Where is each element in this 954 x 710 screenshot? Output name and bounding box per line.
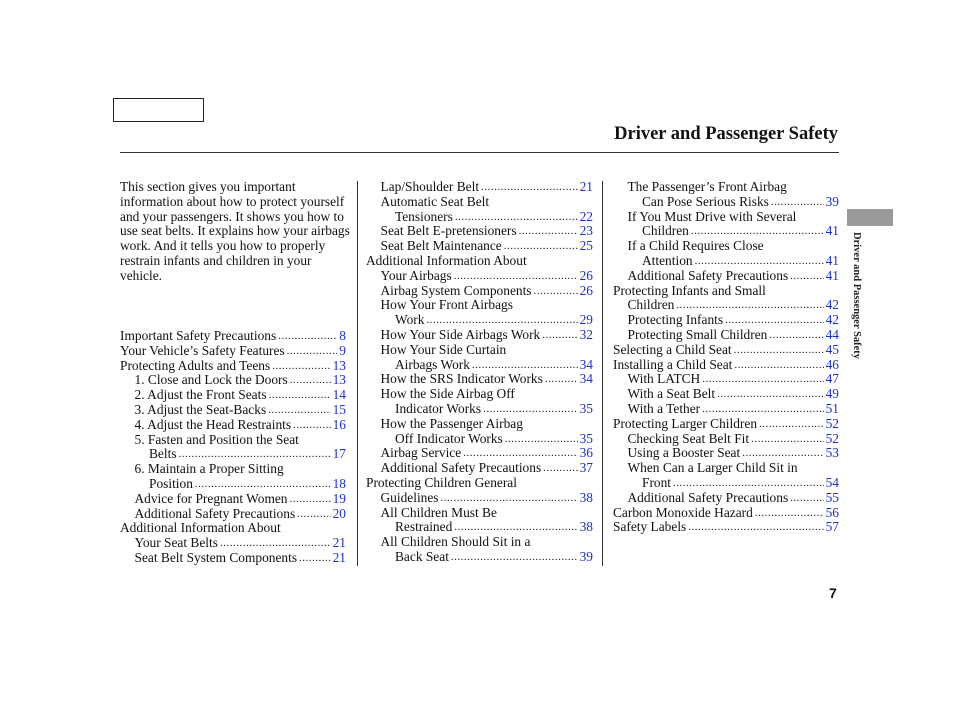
dot-leader bbox=[278, 329, 337, 344]
toc-entry[interactable] bbox=[613, 417, 839, 432]
toc-entry[interactable] bbox=[366, 372, 593, 387]
dot-leader bbox=[725, 313, 824, 328]
page-link[interactable]: 44 bbox=[825, 326, 839, 342]
toc-entry[interactable] bbox=[366, 461, 593, 476]
toc-entry[interactable] bbox=[120, 388, 346, 403]
toc-entry[interactable] bbox=[366, 254, 593, 284]
toc-entry[interactable] bbox=[120, 418, 346, 433]
dot-leader bbox=[299, 551, 331, 566]
toc-entry-line bbox=[366, 387, 593, 402]
toc-entry[interactable] bbox=[120, 344, 346, 359]
toc-entry-title: Guidelines bbox=[380, 489, 439, 505]
dot-leader bbox=[734, 343, 824, 358]
dot-leader bbox=[542, 328, 577, 343]
toc-entry[interactable] bbox=[120, 433, 346, 463]
toc-entry-line bbox=[120, 373, 346, 388]
dot-leader bbox=[790, 491, 823, 506]
toc-entry-line bbox=[613, 328, 839, 343]
toc-entry-line bbox=[366, 254, 593, 269]
toc-entry-title: 2. Adjust the Front Seats bbox=[134, 387, 267, 403]
toc-entry-line bbox=[120, 418, 346, 433]
toc-entry-title: Installing a Child Seat bbox=[613, 356, 733, 372]
page-link[interactable]: 57 bbox=[825, 519, 839, 535]
dot-leader bbox=[751, 432, 823, 447]
toc-entry-line bbox=[613, 239, 839, 254]
toc-entry-title: Can Pose Serious Risks bbox=[642, 193, 769, 209]
toc-entry-line bbox=[613, 461, 839, 476]
toc-entry[interactable] bbox=[613, 446, 839, 461]
toc-entry-continuation bbox=[366, 550, 593, 565]
page-link[interactable]: 39 bbox=[825, 193, 839, 209]
dot-leader bbox=[290, 492, 331, 507]
toc-entry-title: Using a Booster Seat bbox=[627, 445, 741, 461]
toc-entry-title: Airbag Service bbox=[380, 445, 462, 461]
toc-entry-title: Front bbox=[642, 474, 672, 490]
toc-entry-line bbox=[366, 328, 593, 343]
dot-leader bbox=[426, 313, 577, 328]
toc-entry-title: Advice for Pregnant Women bbox=[134, 490, 288, 506]
toc-entry-line bbox=[366, 372, 593, 387]
page-link[interactable]: 41 bbox=[825, 223, 839, 239]
toc-entry-title: How Your Front Airbags bbox=[380, 297, 513, 313]
dot-leader bbox=[702, 402, 823, 417]
toc-column-2 bbox=[366, 180, 593, 565]
toc-entry-title: Protecting Children General bbox=[366, 474, 517, 490]
page-link[interactable]: 39 bbox=[579, 548, 593, 564]
toc-entry[interactable] bbox=[366, 239, 593, 254]
toc-entry[interactable] bbox=[613, 269, 839, 284]
toc-entry[interactable] bbox=[120, 551, 346, 566]
page-link[interactable]: 49 bbox=[825, 386, 839, 402]
dot-leader bbox=[759, 417, 824, 432]
toc-entry-line bbox=[613, 402, 839, 417]
toc-entry-title: Attention bbox=[642, 252, 693, 268]
dot-leader bbox=[454, 520, 577, 535]
toc-entry-title: Protecting Infants and Small bbox=[613, 282, 766, 298]
page-link[interactable]: 32 bbox=[579, 326, 593, 342]
dot-leader bbox=[472, 358, 578, 373]
page-link[interactable]: 9 bbox=[339, 342, 346, 358]
toc-entry[interactable] bbox=[613, 387, 839, 402]
toc-entry-title: With LATCH bbox=[627, 371, 701, 387]
toc-entry-line bbox=[366, 284, 593, 299]
toc-entry[interactable] bbox=[120, 359, 346, 374]
toc-entry-title: Back Seat bbox=[395, 548, 449, 564]
toc-entry-title: How the Passenger Airbag bbox=[380, 415, 523, 431]
page-link[interactable]: 37 bbox=[579, 460, 593, 476]
toc-entry-title: Checking Seat Belt Fit bbox=[627, 430, 750, 446]
toc-entry[interactable] bbox=[120, 329, 346, 344]
toc-entry-line bbox=[613, 284, 839, 299]
toc-entry-continuation bbox=[613, 298, 839, 313]
toc-entry-continuation bbox=[120, 447, 346, 462]
toc-entry[interactable] bbox=[366, 446, 593, 461]
dot-leader bbox=[734, 358, 823, 373]
toc-entry-continuation bbox=[366, 269, 593, 284]
dot-leader bbox=[483, 402, 578, 417]
intro-paragraph: This section gives you important information about how to protect yourself and your passengers. It shows you how to use seat belts. It explains how your airbags work. And it tells you how to properly restrain infants and children in your vehicle. bbox=[120, 179, 350, 283]
side-tab-label: Driver and Passenger Safety bbox=[851, 232, 862, 360]
toc-entry-title: Lap/Shoulder Belt bbox=[380, 179, 480, 194]
dot-leader bbox=[463, 446, 577, 461]
toc-entry[interactable] bbox=[613, 372, 839, 387]
toc-entry-title: The Passenger’s Front Airbag bbox=[627, 179, 787, 194]
page-link[interactable]: 53 bbox=[825, 445, 839, 461]
page-link[interactable]: 34 bbox=[579, 356, 593, 372]
toc-entry-line bbox=[120, 403, 346, 418]
dot-leader bbox=[676, 298, 823, 313]
toc-entry-title: Children bbox=[627, 297, 675, 313]
toc-entry-title: Belts bbox=[149, 446, 177, 462]
dot-leader bbox=[220, 536, 331, 551]
toc-entry-continuation bbox=[366, 520, 593, 535]
toc-entry-continuation bbox=[613, 476, 839, 491]
toc-entry-continuation bbox=[613, 224, 839, 239]
column-divider bbox=[357, 181, 358, 566]
toc-entry-continuation bbox=[120, 477, 346, 492]
page-link[interactable]: 23 bbox=[579, 223, 593, 239]
toc-entry-line bbox=[366, 298, 593, 313]
toc-entry-line bbox=[613, 506, 839, 521]
toc-entry-title: With a Tether bbox=[627, 400, 701, 416]
toc-entry-title: Tensioners bbox=[395, 208, 453, 224]
page-link[interactable]: 38 bbox=[579, 519, 593, 535]
page-link[interactable]: 54 bbox=[825, 474, 839, 490]
page-link[interactable]: 26 bbox=[579, 267, 593, 283]
toc-entry[interactable] bbox=[120, 403, 346, 418]
toc-entry-continuation bbox=[120, 536, 346, 551]
toc-entry-title: 3. Adjust the Seat-Backs bbox=[134, 401, 267, 417]
toc-entry-title: Safety Labels bbox=[613, 519, 687, 535]
toc-entry-title: How the SRS Indicator Works bbox=[380, 371, 543, 387]
toc-entry[interactable] bbox=[120, 521, 346, 551]
toc-entry-title: How the Side Airbag Off bbox=[380, 386, 515, 402]
dot-leader bbox=[179, 447, 331, 462]
page-link[interactable]: 18 bbox=[332, 475, 346, 491]
toc-entry-title: 4. Adjust the Head Restraints bbox=[134, 416, 292, 432]
dot-leader bbox=[272, 359, 330, 374]
page-link[interactable]: 25 bbox=[579, 238, 593, 254]
toc-column-3 bbox=[613, 180, 839, 535]
toc-entry-line bbox=[366, 417, 593, 432]
toc-entry-line bbox=[613, 269, 839, 284]
page-link[interactable]: 51 bbox=[825, 400, 839, 416]
toc-entry-line bbox=[120, 507, 346, 522]
section-title: Driver and Passenger Safety bbox=[614, 124, 838, 144]
toc-entry-title: Your Seat Belts bbox=[134, 535, 218, 551]
dot-leader bbox=[695, 254, 824, 269]
page-link[interactable]: 56 bbox=[825, 504, 839, 520]
dot-leader bbox=[717, 387, 824, 402]
toc-entry-line bbox=[120, 359, 346, 374]
page-link[interactable]: 13 bbox=[332, 357, 346, 373]
dot-leader bbox=[268, 403, 330, 418]
toc-entry-continuation bbox=[613, 254, 839, 269]
toc-entry-title: Additional Information About bbox=[120, 520, 281, 536]
toc-entry-line bbox=[366, 506, 593, 521]
toc-entry[interactable] bbox=[613, 520, 839, 535]
dot-leader bbox=[702, 372, 823, 387]
page-link[interactable]: 21 bbox=[332, 549, 346, 565]
toc-entry[interactable] bbox=[120, 507, 346, 522]
toc-entry-line bbox=[366, 535, 593, 550]
toc-entry-continuation bbox=[366, 491, 593, 506]
page-link[interactable]: 21 bbox=[579, 179, 593, 194]
dot-leader bbox=[293, 418, 331, 433]
page-link[interactable]: 47 bbox=[825, 371, 839, 387]
page-link[interactable]: 13 bbox=[332, 372, 346, 388]
page-link[interactable]: 42 bbox=[825, 297, 839, 313]
toc-entry-title: Automatic Seat Belt bbox=[380, 193, 490, 209]
toc-entry-title: Work bbox=[395, 312, 425, 328]
toc-entry-title: Your Airbags bbox=[380, 267, 452, 283]
toc-entry-title: 1. Close and Lock the Doors bbox=[134, 372, 288, 388]
toc-entry-title: Airbag System Components bbox=[380, 282, 532, 298]
dot-leader bbox=[519, 224, 578, 239]
toc-entry-line bbox=[120, 344, 346, 359]
page-link[interactable]: 41 bbox=[825, 267, 839, 283]
toc-entry-continuation bbox=[366, 210, 593, 225]
toc-entry[interactable] bbox=[366, 387, 593, 417]
toc-entry-title: Important Safety Precautions bbox=[120, 328, 277, 343]
dot-leader bbox=[769, 328, 823, 343]
toc-entry-title: Carbon Monoxide Hazard bbox=[613, 504, 753, 520]
toc-entry-title: Position bbox=[149, 475, 193, 491]
toc-entry-continuation bbox=[366, 313, 593, 328]
toc-entry-line bbox=[120, 433, 346, 448]
toc-entry-title: Additional Safety Precautions bbox=[134, 505, 296, 521]
page-link[interactable]: 16 bbox=[332, 416, 346, 432]
toc-entry-line bbox=[120, 462, 346, 477]
toc-entry[interactable] bbox=[366, 224, 593, 239]
page-link[interactable]: 52 bbox=[825, 430, 839, 446]
toc-entry-title: Seat Belt System Components bbox=[134, 549, 298, 565]
toc-entry[interactable] bbox=[613, 239, 839, 269]
toc-entry-line bbox=[366, 180, 593, 195]
page-link[interactable]: 41 bbox=[825, 252, 839, 268]
toc-column-1 bbox=[120, 329, 346, 566]
toc-entry[interactable] bbox=[613, 461, 839, 491]
page-link[interactable]: 15 bbox=[332, 401, 346, 417]
toc-entry-title: Protecting Infants bbox=[627, 312, 724, 328]
toc-entry-line bbox=[613, 446, 839, 461]
toc-entry-title: Selecting a Child Seat bbox=[613, 341, 732, 357]
dot-leader bbox=[297, 507, 330, 522]
toc-entry-continuation bbox=[366, 358, 593, 373]
toc-entry[interactable] bbox=[366, 343, 593, 373]
page-link[interactable]: 34 bbox=[579, 371, 593, 387]
toc-entry-title: Additional Safety Precautions bbox=[627, 267, 789, 283]
toc-entry[interactable] bbox=[613, 491, 839, 506]
dot-leader bbox=[481, 180, 578, 195]
toc-entry-line bbox=[613, 210, 839, 225]
toc-entry[interactable] bbox=[120, 492, 346, 507]
toc-entry-title: Airbags Work bbox=[395, 356, 470, 372]
toc-entry-title: Restrained bbox=[395, 519, 453, 535]
toc-entry-line bbox=[120, 551, 346, 566]
toc-entry[interactable] bbox=[366, 180, 593, 195]
toc-entry-title: Protecting Larger Children bbox=[613, 415, 758, 431]
side-tab[interactable] bbox=[847, 209, 893, 226]
toc-entry-title: 5. Fasten and Position the Seat bbox=[134, 431, 299, 447]
toc-entry-title: How Your Side Airbags Work bbox=[380, 326, 541, 342]
toc-entry[interactable] bbox=[613, 343, 839, 358]
column-divider bbox=[602, 181, 603, 566]
dot-leader bbox=[545, 372, 578, 387]
dot-leader bbox=[195, 477, 331, 492]
toc-entry-line bbox=[120, 492, 346, 507]
toc-entry[interactable] bbox=[366, 417, 593, 447]
toc-entry-line bbox=[366, 195, 593, 210]
toc-entry-line bbox=[613, 432, 839, 447]
toc-entry[interactable] bbox=[613, 432, 839, 447]
toc-entry[interactable] bbox=[613, 358, 839, 373]
dot-leader bbox=[454, 269, 578, 284]
toc-entry[interactable] bbox=[120, 373, 346, 388]
toc-entry-line bbox=[366, 239, 593, 254]
toc-entry[interactable] bbox=[613, 313, 839, 328]
toc-entry-line bbox=[613, 313, 839, 328]
toc-entry-title: Seat Belt Maintenance bbox=[380, 238, 502, 254]
dot-leader bbox=[543, 461, 577, 476]
toc-entry-line bbox=[366, 224, 593, 239]
page-link[interactable]: 38 bbox=[579, 489, 593, 505]
toc-entry-title: With a Seat Belt bbox=[627, 386, 716, 402]
toc-entry-title: Additional Information About bbox=[366, 252, 527, 268]
toc-entry-title: Children bbox=[642, 223, 689, 239]
title-rule bbox=[120, 152, 839, 153]
toc-entry-line bbox=[613, 358, 839, 373]
toc-entry-line bbox=[366, 446, 593, 461]
dot-leader bbox=[504, 239, 578, 254]
dot-leader bbox=[441, 491, 578, 506]
page-link[interactable]: 8 bbox=[339, 328, 346, 343]
toc-entry-line bbox=[366, 461, 593, 476]
toc-entry-title: 6. Maintain a Proper Sitting bbox=[134, 461, 284, 477]
toc-entry-line bbox=[366, 343, 593, 358]
toc-entry-title: All Children Must Be bbox=[380, 504, 497, 520]
dot-leader bbox=[290, 373, 331, 388]
page-link[interactable]: 19 bbox=[332, 490, 346, 506]
dot-leader bbox=[688, 520, 823, 535]
toc-entry-line bbox=[613, 520, 839, 535]
dot-leader bbox=[505, 432, 578, 447]
dot-leader bbox=[755, 506, 824, 521]
toc-entry-title: Additional Safety Precautions bbox=[380, 460, 542, 476]
dot-leader bbox=[269, 388, 331, 403]
toc-entry[interactable] bbox=[120, 462, 346, 492]
toc-entry[interactable] bbox=[366, 506, 593, 536]
page-link[interactable]: 35 bbox=[579, 430, 593, 446]
toc-entry-continuation bbox=[613, 195, 839, 210]
toc-entry[interactable] bbox=[613, 284, 839, 314]
toc-entry-title: All Children Should Sit in a bbox=[380, 534, 531, 550]
toc-entry-line bbox=[120, 521, 346, 536]
toc-entry-title: If You Must Drive with Several bbox=[627, 208, 797, 224]
toc-entry-title: Protecting Adults and Teens bbox=[120, 357, 271, 373]
toc-entry[interactable] bbox=[613, 402, 839, 417]
dot-leader bbox=[691, 224, 824, 239]
toc-entry-title: Your Vehicle’s Safety Features bbox=[120, 342, 285, 358]
toc-entry-title: If a Child Requires Close bbox=[627, 238, 764, 254]
toc-entry-line bbox=[613, 180, 839, 195]
page-link[interactable]: 14 bbox=[332, 387, 346, 403]
page-link[interactable]: 55 bbox=[825, 489, 839, 505]
toc-entry[interactable] bbox=[613, 506, 839, 521]
toc-entry-title: Indicator Works bbox=[395, 400, 482, 416]
page-link[interactable]: 36 bbox=[579, 445, 593, 461]
page-link[interactable]: 42 bbox=[825, 312, 839, 328]
toc-entry-line bbox=[120, 329, 346, 344]
toc-entry[interactable] bbox=[613, 328, 839, 343]
page-link[interactable]: 22 bbox=[579, 208, 593, 224]
page-link[interactable]: 46 bbox=[825, 356, 839, 372]
page-link[interactable]: 17 bbox=[332, 446, 346, 462]
nav-box[interactable] bbox=[113, 98, 204, 122]
toc-entry-line bbox=[613, 372, 839, 387]
toc-entry[interactable] bbox=[366, 535, 593, 565]
page-link[interactable]: 21 bbox=[332, 535, 346, 551]
toc-entry-title: Seat Belt E-pretensioners bbox=[380, 223, 517, 239]
toc-entry-line bbox=[613, 417, 839, 432]
toc-entry-line bbox=[366, 476, 593, 491]
dot-leader bbox=[287, 344, 338, 359]
toc-entry[interactable] bbox=[366, 298, 593, 328]
toc-entry-line bbox=[613, 387, 839, 402]
toc-entry-continuation bbox=[366, 432, 593, 447]
toc-entry-title: How Your Side Curtain bbox=[380, 341, 507, 357]
toc-entry[interactable] bbox=[366, 195, 593, 225]
page-number: 7 bbox=[829, 585, 837, 601]
toc-entry[interactable] bbox=[613, 210, 839, 240]
toc-entry-continuation bbox=[366, 402, 593, 417]
page-link[interactable]: 29 bbox=[579, 312, 593, 328]
toc-entry-line bbox=[120, 388, 346, 403]
page-link[interactable]: 26 bbox=[579, 282, 593, 298]
toc-entry-title: Protecting Small Children bbox=[627, 326, 768, 342]
toc-entry-title: When Can a Larger Child Sit in bbox=[627, 460, 798, 476]
toc-entry-line bbox=[613, 343, 839, 358]
dot-leader bbox=[790, 269, 823, 284]
dot-leader bbox=[742, 446, 823, 461]
dot-leader bbox=[451, 550, 578, 565]
page-link[interactable]: 20 bbox=[332, 505, 346, 521]
dot-leader bbox=[534, 284, 578, 299]
toc-entry[interactable] bbox=[366, 476, 593, 506]
toc-entry[interactable] bbox=[366, 284, 593, 299]
page-link[interactable]: 52 bbox=[825, 415, 839, 431]
dot-leader bbox=[455, 210, 578, 225]
page-link[interactable]: 35 bbox=[579, 400, 593, 416]
toc-entry-line bbox=[613, 491, 839, 506]
page-link[interactable]: 45 bbox=[825, 341, 839, 357]
toc-entry-title: Additional Safety Precautions bbox=[627, 489, 789, 505]
toc-entry[interactable] bbox=[366, 328, 593, 343]
toc-entry[interactable] bbox=[613, 180, 839, 210]
toc-entry-title: Off Indicator Works bbox=[395, 430, 503, 446]
dot-leader bbox=[673, 476, 824, 491]
dot-leader bbox=[771, 195, 824, 210]
